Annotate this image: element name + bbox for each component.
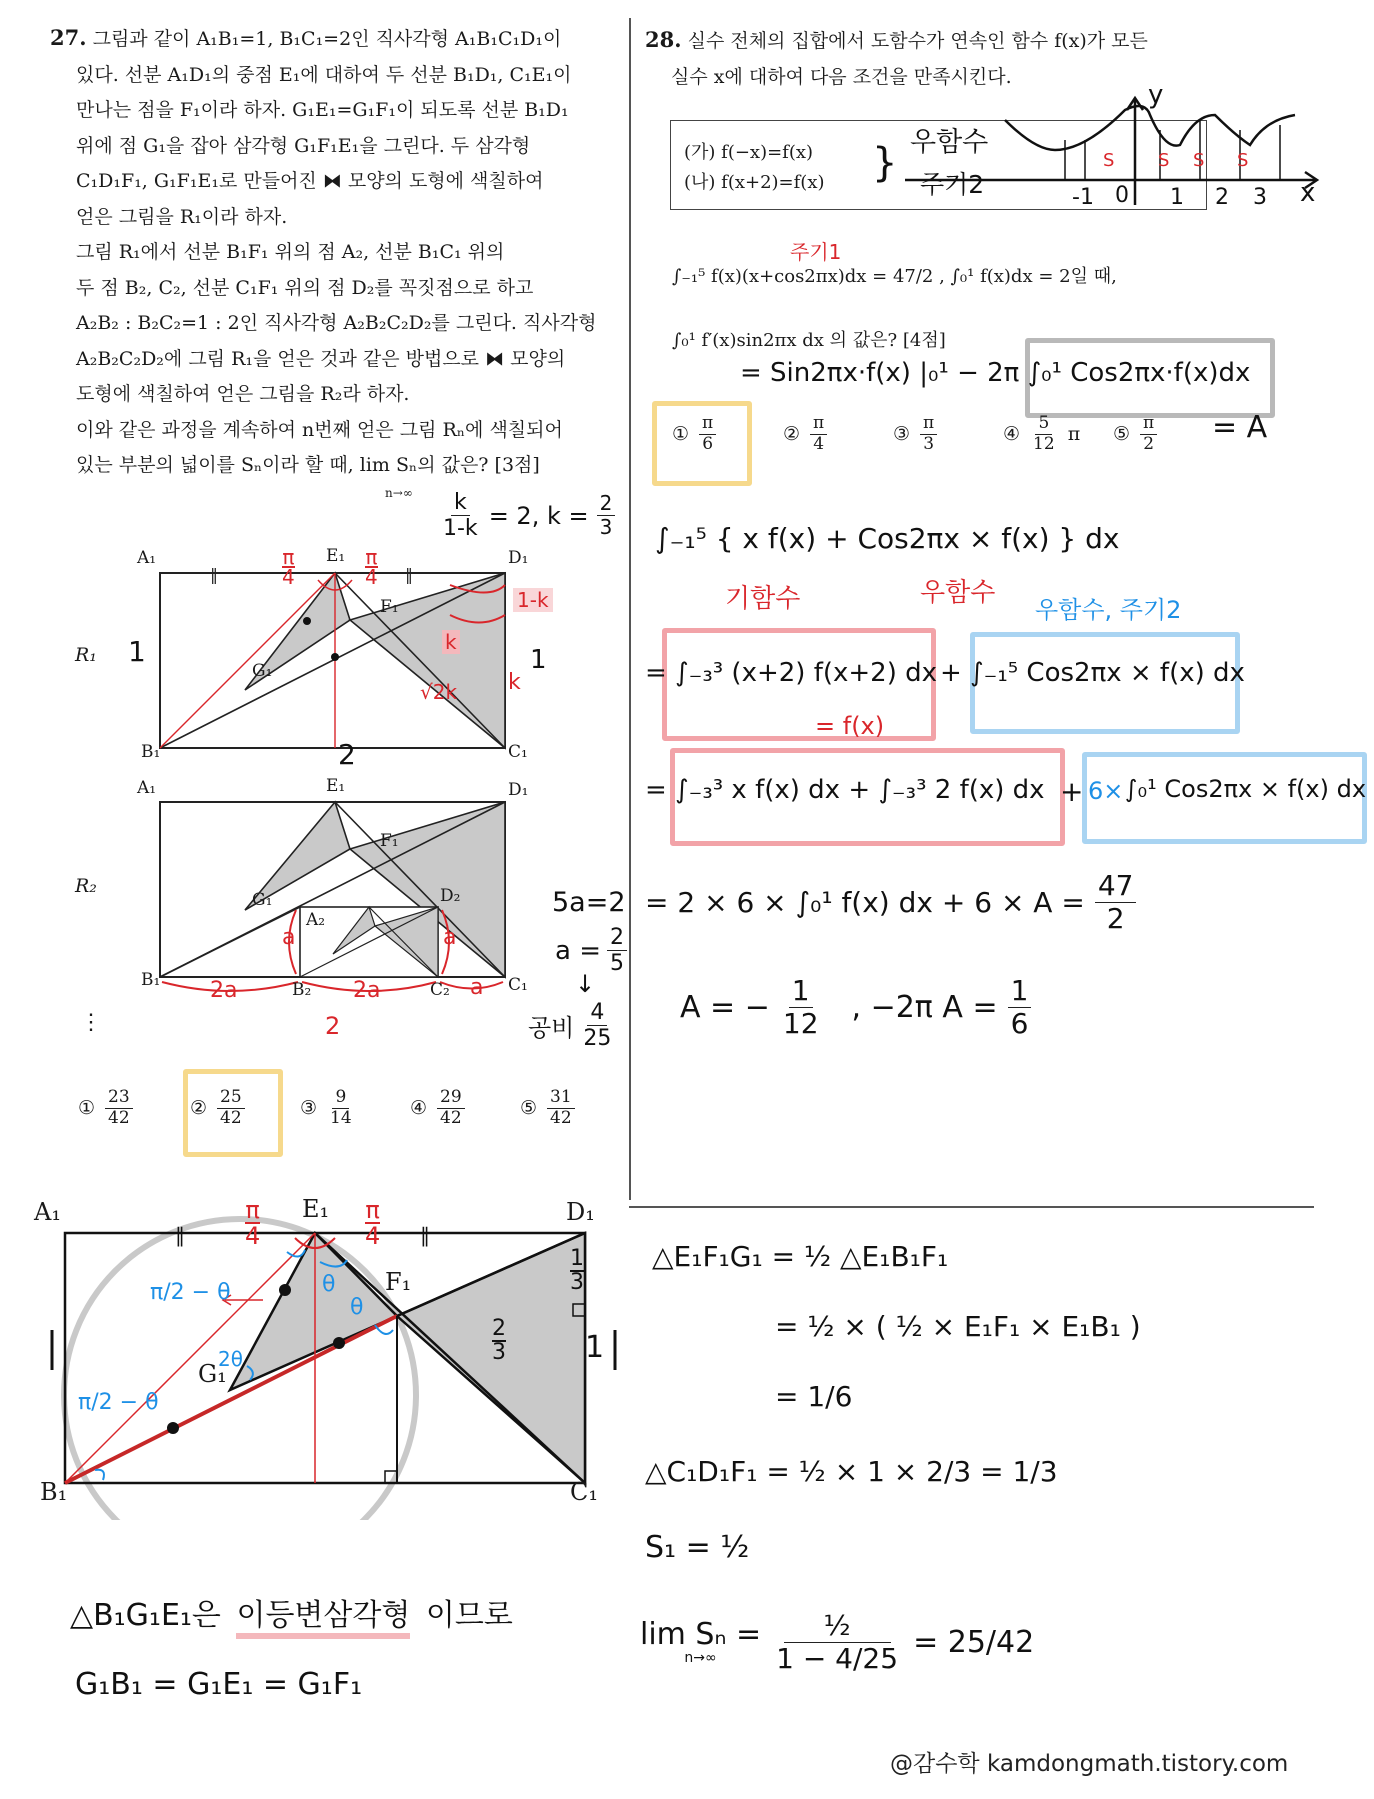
step3-b: ∫₀¹ Cos2πx × f(x) dx [1125, 775, 1367, 803]
arrow-down: ↓ [575, 970, 596, 998]
p27-line-12: 이와 같은 과정을 계속하여 n번째 얻은 그림 Rₙ에 색칠되어 [76, 418, 563, 441]
lim-result: = 25/42 [913, 1625, 1035, 1661]
r1-b1: B₁ [141, 742, 161, 762]
a-num: 2 [607, 925, 627, 951]
step4-num: 47 [1095, 870, 1137, 903]
ans-b-num: 1 [1008, 975, 1032, 1008]
p27-line-6: 얻은 그림을 R₁이라 하자. [76, 205, 288, 228]
figure-r2 [60, 780, 580, 1010]
p27-choice-3[interactable]: ③ $\frac{9}{14}$ [300, 1087, 352, 1128]
r2-f1: F₁ [380, 831, 399, 851]
sol-pi4-left: π 4 [245, 1196, 261, 1250]
r2-d1: D₁ [508, 780, 529, 800]
lim-line [640, 1610, 1034, 1675]
p27-line-8: 두 점 B₂, C₂, 선분 C₁F₁ 위의 점 D₂를 꼭짓점으로 하고 [76, 276, 534, 299]
r2-e1: E₁ [326, 776, 346, 796]
k-num: k [451, 490, 470, 516]
r1-g1: G₁ [252, 661, 273, 681]
p28-number: 28. [645, 27, 682, 52]
p28-choice-2[interactable]: ② $\frac{\pi}{4}$ [783, 414, 827, 454]
area-line-2: = ½ × ( ½ × E₁F₁ × E₁B₁ ) [775, 1310, 1141, 1343]
column-divider [629, 18, 631, 1200]
k-ratio-note [440, 490, 615, 542]
graph-x: x [1300, 178, 1316, 208]
sol-two-third: 2 3 [492, 1316, 506, 1365]
p27-choice-1[interactable]: ① $\frac{23}{42}$ [78, 1088, 133, 1128]
sol-theta-1: θ [322, 1272, 336, 1297]
ans-b-text: , −2π A = [851, 990, 998, 1026]
r1-a1: A₁ [137, 548, 157, 568]
svg-text:‖: ‖ [210, 565, 218, 584]
r1-side-one-right: 1 [530, 645, 547, 675]
section-divider [629, 1206, 1314, 1208]
r1-d1: D₁ [508, 548, 529, 568]
sol-theta-2: θ [350, 1295, 364, 1320]
p28-choice-5[interactable]: ⑤ $\frac{\pi}{2}$ [1113, 414, 1157, 454]
cond-ga: (가) f(−x)=f(x) [684, 142, 814, 163]
area-line-3: = 1/6 [775, 1380, 853, 1413]
r1-base-two: 2 [338, 738, 356, 771]
r1-e1: E₁ [326, 546, 346, 566]
p28-line-2: 실수 x에 대하여 다음 조건을 만족시킨다. [671, 65, 1012, 88]
p27-choice-2[interactable]: ② $\frac{25}{42}$ [190, 1088, 245, 1128]
p27-choice-5[interactable]: ⑤ $\frac{31}{42}$ [520, 1088, 575, 1128]
p28-integral-line: ∫₋₁⁵ f(x)(x+cos2πx)dx = 47/2 , ∫₀¹ f(x)dx = 2일 때, [672, 266, 1117, 287]
ratio-num: 4 [587, 1000, 607, 1026]
r1-label: R₁ [75, 644, 97, 666]
r2-total-two: 2 [325, 1012, 341, 1040]
even-label: 우함수 [910, 127, 989, 158]
even-period-label: 우함수, 주기2 [1035, 596, 1182, 624]
p27-line-9: A₂B₂ : B₂C₂=1 : 2인 직사각형 A₂B₂C₂D₂를 그린다. 직사각형 [76, 312, 597, 334]
even-label-2: 우함수 [920, 578, 996, 608]
tick-1: 1 [1170, 185, 1184, 210]
tick-neg1: -1 [1072, 185, 1094, 210]
sol-side-one-left [20, 1315, 21, 1316]
a-eq: a = [555, 935, 601, 966]
fx-note: = f(x) [815, 712, 885, 740]
ans-a-den: 12 [782, 1007, 819, 1041]
sol-d1: D₁ [566, 1198, 595, 1226]
ratio-note [528, 1000, 614, 1052]
r2-b1: B₁ [141, 970, 161, 990]
p28-choice-1[interactable]: ① $\frac{\pi}{6}$ [672, 414, 716, 454]
r2-a-bottom: a [470, 975, 484, 1000]
graph-y: y [1148, 80, 1164, 110]
step1: ∫₋₁⁵ { x f(x) + Cos2πx × f(x) } dx [655, 522, 1120, 555]
problem-27-text [50, 20, 640, 484]
r2-d2: D₂ [440, 886, 461, 906]
iso-highlight: 이등변삼각형 [236, 1598, 410, 1639]
r1-pi4-right: π 4 [365, 545, 378, 589]
ratio-den: 25 [583, 1026, 612, 1052]
p27-line-3: 만나는 점을 F₁이라 하자. G₁E₁=G₁F₁이 되도록 선분 B₁D₁ [76, 99, 569, 121]
cond-na: (나) f(x+2)=f(x) [684, 172, 825, 193]
k-den: 1-k [443, 516, 478, 542]
a-value-note [555, 925, 627, 977]
step4 [645, 870, 1136, 935]
r1-c1: C₁ [508, 742, 528, 762]
r1-root2k: √2k [420, 680, 458, 704]
answer-a [680, 975, 1031, 1040]
solution-figure-27 [25, 1190, 625, 1520]
r1-one-minus-k: 1-k [513, 588, 553, 612]
s1-line: S₁ = ½ [645, 1530, 750, 1565]
a-den: 5 [609, 951, 624, 977]
parts-line: = Sin2πx·f(x) |₀¹ − 2π ∫₀¹ Cos2πx·f(x)dx [740, 358, 1251, 388]
p27-line-text: 그림과 같이 A₁B₁=1, B₁C₁=2인 직사각형 A₁B₁C₁D₁이 [92, 28, 562, 50]
p27-line-5: C₁D₁F₁, G₁F₁E₁로 만들어진 ⧓ 모양의 도형에 색칠하여 [76, 170, 544, 192]
r1-f1: F₁ [380, 597, 399, 617]
p28-choice-4[interactable]: ④ $\frac{5}{12}$ π [1003, 413, 1081, 454]
sol-e1: E₁ [302, 1195, 330, 1223]
r1-pi4-left: π 4 [282, 545, 295, 589]
r2-a-left: a [282, 925, 296, 950]
step2-b: + ∫₋₁⁵ Cos2πx × f(x) dx [940, 658, 1245, 688]
r-dots: ⋮ [80, 1010, 102, 1035]
r2-c1: C₁ [508, 975, 528, 995]
sol-c1: C₁ [570, 1478, 598, 1506]
lim-top: ½ [784, 1610, 891, 1643]
p27-line-1 [50, 20, 640, 58]
sol-third: 1 3 [570, 1246, 584, 1295]
lim-text: lim Sₙ = [640, 1617, 762, 1653]
step4-den: 2 [1106, 902, 1125, 936]
sol-half-pi-top: π/2 − θ [150, 1280, 231, 1305]
p28-question: ∫₀¹ f′(x)sin2πx dx 의 값은? [4점] [672, 330, 946, 351]
p28-choice-3[interactable]: ③ $\frac{\pi}{3}$ [893, 414, 937, 454]
k-eq: = 2, k = [488, 501, 589, 530]
lim-subscript: n→∞ [385, 486, 413, 500]
svg-text:‖: ‖ [175, 1223, 185, 1247]
sol-half-pi-bottom: π/2 − θ [78, 1390, 159, 1415]
ans-b-den: 6 [1010, 1007, 1029, 1041]
lim-bottom: 1 − 4/25 [776, 1642, 899, 1676]
sol-two-theta: 2θ [218, 1347, 243, 1371]
step3-six: 6× [1088, 777, 1124, 805]
r2-a1: A₁ [137, 778, 157, 798]
area-line-1: △E₁F₁G₁ = ½ △E₁B₁F₁ [652, 1240, 949, 1273]
iso-pre: △B₁G₁E₁은 [70, 1598, 221, 1633]
p27-line-2: 있다. 선분 A₁D₁의 중점 E₁에 대하여 두 선분 B₁D₁, C₁E₁이 [76, 63, 572, 86]
credit: @감수학 kamdongmath.tistory.com [890, 1751, 1289, 1777]
r2-2a-left: 2a [210, 978, 238, 1003]
r1-k-mid: k [442, 630, 460, 654]
r2-a2: A₂ [306, 910, 326, 930]
k-val-num: 2 [597, 492, 616, 516]
p28-line-1: 실수 전체의 집합에서 도함수가 연속인 함수 f(x)가 모든 [687, 30, 1148, 52]
step4-text: = 2 × 6 × ∫₀¹ f(x) dx + 6 × A = [645, 886, 1085, 920]
tick-2: 2 [1215, 185, 1229, 210]
step3-a: = ∫₋₃³ x f(x) dx + ∫₋₃³ 2 f(x) dx [645, 775, 1045, 805]
lim-sub: n→∞ [684, 1650, 717, 1667]
ans-a-num: 1 [789, 975, 813, 1008]
p27-line-10: A₂B₂C₂D₂에 그림 R₁을 얻은 것과 같은 방법으로 ⧓ 모양의 [76, 347, 566, 370]
r2-a-right: a [443, 925, 457, 950]
sol-pi4-right: π 4 [365, 1196, 381, 1250]
ratio-label: 공비 [528, 1014, 575, 1043]
tick-3: 3 [1253, 185, 1267, 210]
five-a-note: 5a=2 [552, 887, 626, 918]
p27-line-11: 도형에 색칠하여 얻은 그림을 R₂라 하자. [76, 383, 410, 405]
p27-line-4: 위에 점 G₁을 잡아 삼각형 G₁F₁E₁을 그린다. 두 삼각형 [76, 134, 531, 157]
sol-a1: A₁ [34, 1198, 61, 1226]
r1-k-right: k [508, 670, 521, 695]
ans-a-text: A = − [680, 990, 770, 1026]
tick-0: 0 [1115, 183, 1129, 208]
svg-text:‖: ‖ [405, 565, 413, 584]
sol-b1: B₁ [40, 1478, 68, 1506]
p27-choice-4[interactable]: ④ $\frac{29}{42}$ [410, 1088, 465, 1128]
graph-s-1: S [1103, 150, 1115, 171]
isosceles-note [70, 1590, 513, 1634]
p27-line-13: 있는 부분의 넓이를 Sₙ이라 할 때, lim Sₙ의 값은? [3점] [76, 454, 540, 476]
r2-label: R₂ [75, 875, 97, 897]
period1-note: 주기1 [790, 240, 842, 264]
p27-number: 27. [50, 25, 87, 50]
r2-2a-mid: 2a [353, 978, 381, 1003]
graph-s-4: S [1237, 150, 1249, 171]
r2-c2: C₂ [430, 980, 450, 1000]
eq-a: = A [1212, 410, 1268, 445]
r1-side-one: 1 [128, 635, 146, 668]
graph-s-3: S [1193, 150, 1205, 171]
k-val-den: 3 [599, 515, 613, 540]
p27-line-7: 그림 R₁에서 선분 B₁F₁ 위의 점 A₂, 선분 B₁C₁ 위의 [76, 241, 505, 263]
iso-post: 이므로 [425, 1598, 513, 1633]
sol-g1: G₁ [198, 1360, 227, 1388]
sol-side-one-right: 1 [585, 1330, 605, 1365]
r2-b2: B₂ [292, 980, 312, 1000]
svg-text:‖: ‖ [420, 1223, 430, 1247]
step3-plus: + [1060, 775, 1084, 808]
step2-a: = ∫₋₃³ (x+2) f(x+2) dx [645, 658, 938, 688]
cond-brace: } [872, 140, 898, 186]
odd-label: 기함수 [725, 584, 801, 614]
period-label: 주기2 [920, 170, 985, 199]
graph-s-2: S [1158, 150, 1170, 171]
r2-g1: G₁ [252, 890, 273, 910]
equal-segments: G₁B₁ = G₁E₁ = G₁F₁ [75, 1667, 363, 1702]
sol-f1: F₁ [385, 1268, 412, 1296]
area-line-4: △C₁D₁F₁ = ½ × 1 × 2/3 = 1/3 [645, 1455, 1058, 1488]
